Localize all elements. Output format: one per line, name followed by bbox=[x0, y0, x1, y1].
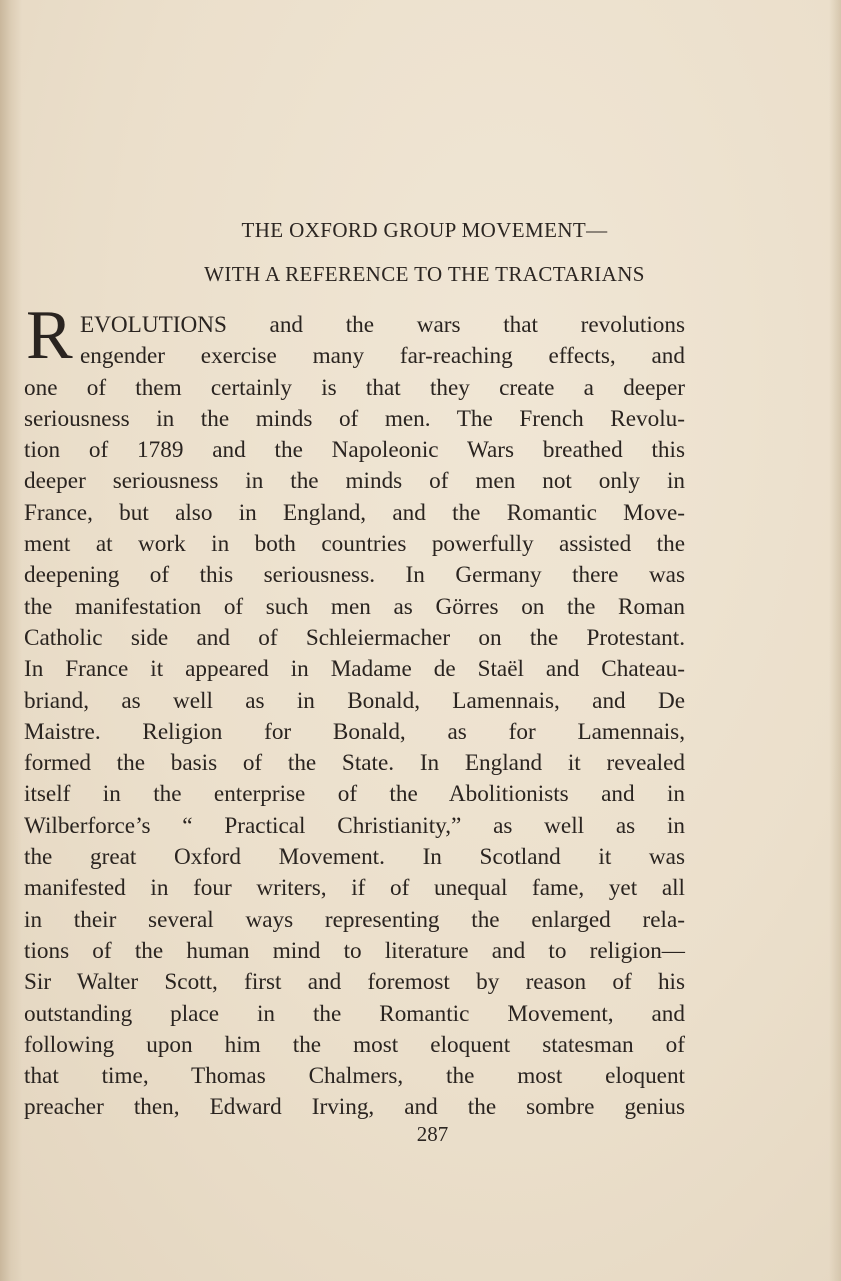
chapter-title-line-1: THE OXFORD GROUP MOVEMENT— bbox=[241, 218, 608, 242]
text-line: France, but also in England, and the Romantic Move- bbox=[24, 499, 685, 526]
text-line: the great Oxford Movement. In Scotland it was bbox=[24, 844, 685, 871]
text-line: formed the basis of the State. In England it revealed bbox=[24, 750, 685, 777]
text-line: itself in the enterprise of the Abolitionists and in bbox=[24, 781, 685, 808]
text-line: in their several ways representing the enlarged rela- bbox=[24, 906, 685, 933]
text-line: preacher then, Edward Irving, and the sombre genius bbox=[24, 1094, 685, 1121]
text-line: deeper seriousness in the minds of men not only in bbox=[24, 468, 685, 495]
text-line: In France it appeared in Madame de Staël and Chateau- bbox=[24, 656, 685, 683]
text-line: that time, Thomas Chalmers, the most eloquent bbox=[24, 1063, 685, 1090]
text-line: seriousness in the minds of men. The French Revolu- bbox=[24, 405, 685, 432]
text-line: Catholic side and of Schleiermacher on the Protestant. bbox=[24, 624, 685, 651]
text-line: Sir Walter Scott, first and foremost by reason of his bbox=[24, 969, 685, 996]
text-line: tions of the human mind to literature and to religion— bbox=[24, 937, 685, 964]
page-number: 287 bbox=[416, 1122, 449, 1146]
text-line: briand, as well as in Bonald, Lamennais, and De bbox=[24, 687, 685, 714]
chapter-title-line-2: WITH A REFERENCE TO THE TRACTARIANS bbox=[204, 262, 645, 286]
text-line: Maistre. Religion for Bonald, as for Lamennais, bbox=[24, 718, 685, 745]
text-line: deepening of this seriousness. In Germany there was bbox=[24, 562, 685, 589]
text-line: the manifestation of such men as Görres on the Roman bbox=[24, 593, 685, 620]
drop-cap: R bbox=[26, 297, 73, 374]
text-line: EVOLUTIONS and the wars that revolutions bbox=[80, 312, 685, 338]
text-line: tion of 1789 and the Napoleonic Wars breathed this bbox=[24, 437, 685, 464]
text-line: Wilberforce’s “ Practical Christianity,” as well as in bbox=[24, 812, 685, 839]
text-line: manifested in four writers, if of unequal fame, yet all bbox=[24, 875, 685, 902]
page-edge bbox=[829, 0, 841, 1281]
text-line: engender exercise many far-reaching effects, and bbox=[80, 343, 685, 370]
body-text bbox=[24, 310, 685, 1124]
text-line: one of them certainly is that they create a deeper bbox=[24, 374, 685, 401]
text-line: following upon him the most eloquent statesman of bbox=[24, 1031, 685, 1058]
text-line: ment at work in both countries powerfully assisted the bbox=[24, 531, 685, 558]
text-line: outstanding place in the Romantic Movement, and bbox=[24, 1000, 685, 1027]
spine-shadow bbox=[0, 0, 22, 1281]
